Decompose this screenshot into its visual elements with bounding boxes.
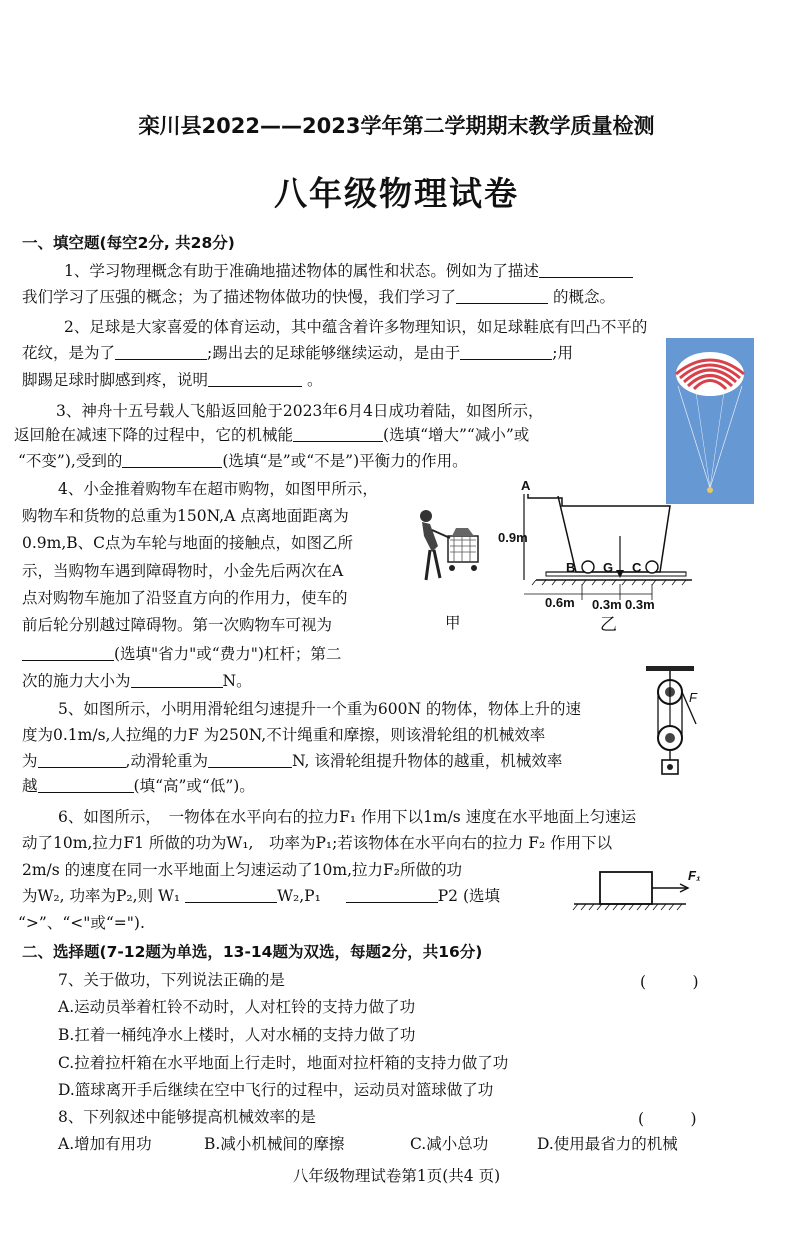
q4-line7: (选填"省力"或“费力")杠杆；第二: [22, 643, 341, 665]
figure-label-yi: 乙: [600, 615, 617, 635]
q3-line3: “不变”),受到的 (选填“是”或“不是”)平衡力的作用。: [18, 452, 468, 470]
q4-blank1[interactable]: [22, 644, 114, 661]
q5-line1: 5、如图所示，小明用滑轮组匀速提升一个重为600N 的物体，物体上升的速: [58, 700, 581, 718]
exam-header-title: 栾川县2022——2023学年第二学期期末教学质量检测: [138, 114, 655, 138]
q8-option-b[interactable]: B.减小机械间的摩擦: [204, 1135, 345, 1153]
point-g-label: G: [603, 560, 614, 575]
q4-line2: 购物车和货物的总重为150N,A 点离地面距离为: [22, 507, 349, 525]
q8-option-c[interactable]: C.减小总功: [410, 1135, 489, 1153]
q4-line3: 0.9m,B、C点为车轮与地面的接触点，如图乙所: [22, 534, 354, 552]
q3-line2: 返回舱在减速下降的过程中，它的机械能 (选填“增大”“减小”或: [14, 426, 530, 444]
q2-line1: 2、足球是大家喜爱的体育运动，其中蕴含着许多物理知识，如足球鞋底有凹凸不平的: [64, 318, 648, 336]
q8-option-a[interactable]: A.增加有用功: [58, 1135, 152, 1153]
distance-label-3: 0.3m: [625, 597, 655, 612]
q6-line2: 动了10m,拉力F1 所做的功为W₁, 功率为P₁;若该物体在水平向右的拉力 F₂ 作用下以: [22, 834, 613, 852]
q5-blank1[interactable]: [38, 751, 126, 768]
q5-line2: 度为0.1m/s,人拉绳的力F 为250N,不计绳重和摩擦，则该滑轮组的机械效率: [22, 726, 546, 744]
q6-line4: 为W₂, 功率为P₂,则 W₁ W₂,P₁ P2 (选填: [22, 887, 501, 905]
pulley-system-figure: [640, 666, 706, 778]
q4-line6: 前后轮分别越过障碍物。第一次购物车可视为: [22, 616, 333, 634]
q4-line1: 4、小金推着购物车在超市购物，如图甲所示，: [58, 480, 378, 498]
shopping-cart-person-figure: [408, 506, 484, 598]
q6-line3: 2m/s 的速度在同一水平地面上匀速运动了10m,拉力F₂所做的功: [22, 861, 462, 879]
q6-line1: 6、如图所示， 一物体在水平向右的拉力F₁ 作用下以1m/s 速度在水平地面上匀速运: [58, 808, 637, 826]
q5-line3: 为 ,动滑轮重为 N, 该滑轮组提升物体的越重，机械效率: [22, 752, 563, 770]
section1-heading: 一、填空题(每空2分, 共28分): [22, 234, 235, 252]
point-c-label: C: [632, 560, 642, 575]
q2-blank1[interactable]: [115, 343, 207, 360]
q3-blank1[interactable]: [293, 425, 383, 442]
q7-option-a[interactable]: A.运动员举着杠铃不动时，人对杠铃的支持力做了功: [58, 998, 416, 1016]
q8-stem: 8、下列叙述中能够提高机械效率的是: [58, 1108, 316, 1126]
q1-line2: 我们学习了压强的概念；为了描述物体做功的快慢，我们学习了 的概念。: [22, 288, 615, 306]
force-f-label: F: [689, 690, 697, 705]
force-f1-label: F₁: [688, 868, 701, 883]
q7-option-d[interactable]: D.篮球离开手后继续在空中飞行的过程中，运动员对篮球做了功: [58, 1081, 494, 1099]
q1-blank2[interactable]: [456, 287, 548, 304]
q1-line1: 1、学习物理概念有助于准确地描述物体的属性和状态。例如为了描述: [64, 260, 633, 282]
section2-heading: 二、选择题(7-12题为单选，13-14题为双选，每题2分，共16分): [22, 943, 483, 961]
point-b-label: B: [566, 560, 576, 575]
q4-line5: 点对购物车施加了沿竖直方向的作用力，使车的: [22, 589, 348, 607]
q6-blank1[interactable]: [185, 886, 277, 903]
point-a-label: A: [521, 478, 531, 493]
distance-label-2: 0.3m: [592, 597, 622, 612]
q7-stem: 7、关于做功，下列说法正确的是: [58, 971, 285, 989]
q2-line3: 脚踢足球时脚感到疼，说明 。: [22, 371, 323, 389]
exam-subtitle: 八年级物理试卷: [274, 174, 519, 213]
q7-option-b[interactable]: B.扛着一桶纯净水上楼时，人对水桶的支持力做了功: [58, 1026, 416, 1044]
q3-line1: 3、神舟十五号载人飞船返回舱于2023年6月4日成功着陆，如图所示，: [56, 402, 544, 420]
q2-blank2[interactable]: [460, 343, 552, 360]
q2-line2: 花纹，是为了 ;踢出去的足球能够继续运动，是由于 ;用: [22, 344, 573, 362]
height-label: 0.9m: [498, 530, 528, 545]
q2-blank3[interactable]: [208, 370, 302, 387]
block-force-figure: [570, 862, 690, 912]
q7-option-c[interactable]: C.拉着拉杆箱在水平地面上行走时，地面对拉杆箱的支持力做了功: [58, 1054, 509, 1072]
q7-answer-bracket[interactable]: ( ): [640, 973, 699, 991]
q6-blank2[interactable]: [346, 886, 438, 903]
q1-blank1[interactable]: [539, 261, 633, 278]
q6-line5: “>”、“<"或“=").: [18, 914, 145, 932]
q4-line8: 次的施力大小为 N。: [22, 672, 252, 690]
q4-blank2[interactable]: [131, 671, 223, 688]
q5-blank2[interactable]: [208, 751, 292, 768]
page-footer: 八年级物理试卷第1页(共4 页): [292, 1167, 501, 1185]
q5-line4: 越 (填“高”或“低”)。: [22, 777, 255, 795]
distance-label-1: 0.6m: [545, 595, 575, 610]
q3-blank2[interactable]: [122, 451, 222, 468]
q5-blank3[interactable]: [38, 776, 134, 793]
q4-line4: 示，当购物车遇到障碍物时，小金先后两次在A: [22, 562, 344, 580]
q8-option-d[interactable]: D.使用最省力的机械: [537, 1135, 678, 1153]
q8-answer-bracket[interactable]: ( ): [638, 1110, 697, 1128]
figure-label-jia: 甲: [445, 614, 461, 632]
